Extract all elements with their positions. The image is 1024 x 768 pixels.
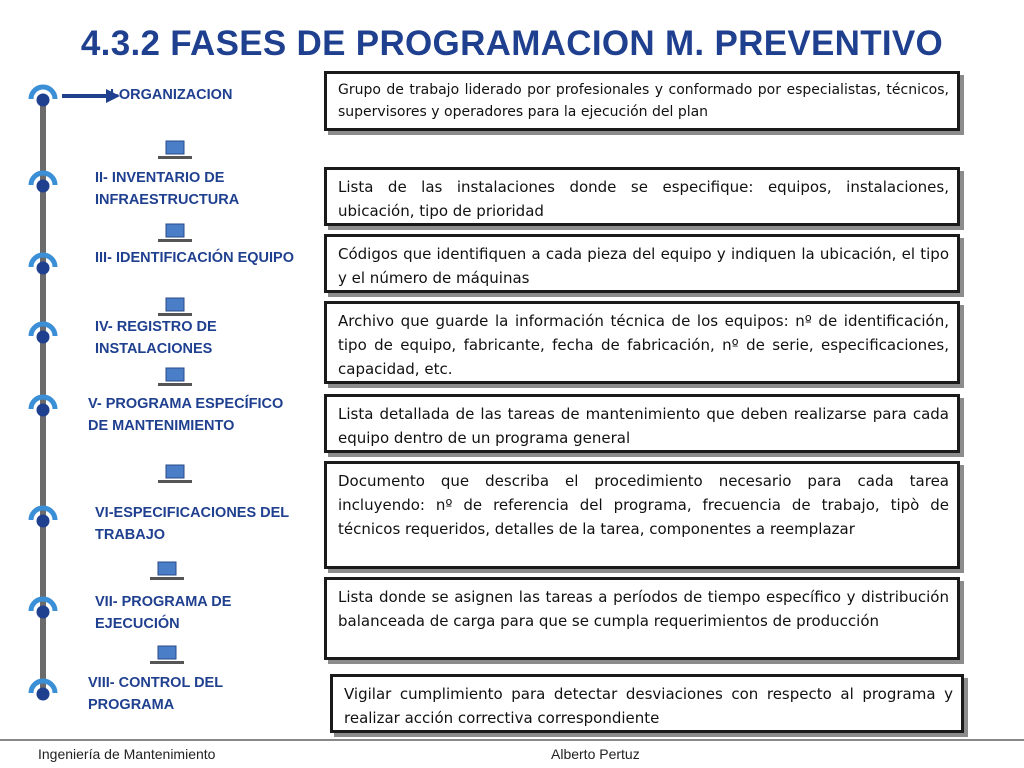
phase-label: V- PROGRAMA ESPECÍFICO DE MANTENIMIENTO <box>88 396 284 434</box>
timeline-node-icon <box>28 82 58 112</box>
page-title: 4.3.2 FASES DE PROGRAMACION M. PREVENTIVO <box>80 24 944 63</box>
timeline-node-icon <box>28 594 58 624</box>
down-arrow-icon <box>158 139 192 159</box>
phase-description: Vigilar cumplimiento para detectar desviaciones con respecto al programa y realizar acción correctiva correspondiente <box>330 674 964 733</box>
phase-description: Lista donde se asignen las tareas a períodos de tiempo específico y distribución balanceada de carga para que se cumpla requerimientos de producción <box>324 577 960 660</box>
timeline-node-icon <box>28 392 58 422</box>
footer-author: Alberto Pertuz <box>551 746 640 762</box>
phase-label: IV- REGISTRO DE INSTALACIONES <box>95 319 217 357</box>
phase-description: Grupo de trabajo liderado por profesionales y conformado por especialistas, técnicos, supervisores y operadores para la ejecución del plan <box>324 71 960 131</box>
phase-label: VII- PROGRAMA DE EJECUCIÓN <box>95 594 232 632</box>
down-arrow-icon <box>150 560 184 580</box>
phase-label: VIII- CONTROL DEL PROGRAMA <box>88 675 223 713</box>
phase-label: III- IDENTIFICACIÓN EQUIPO <box>95 250 294 266</box>
timeline-node-icon <box>28 250 58 280</box>
phase-label: VI-ESPECIFICACIONES DEL TRABAJO <box>95 505 289 543</box>
phase-label: I-ORGANIZACION <box>110 87 233 103</box>
phase-description: Documento que describa el procedimiento necesario para cada tarea incluyendo: nº de referencia del programa, frecuencia de trabajo, tipò de técnicos requeridos, detalles de la tarea, componentes a reemplazar <box>324 461 960 569</box>
timeline-node-icon <box>28 676 58 706</box>
phase-description: Lista detallada de las tareas de mantenimiento que deben realizarse para cada equipo dentro de un programa general <box>324 394 960 453</box>
footer-course: Ingeniería de Mantenimiento <box>38 746 216 762</box>
phase-label: II- INVENTARIO DE INFRAESTRUCTURA <box>95 170 240 208</box>
timeline-node-icon <box>28 319 58 349</box>
phase-description: Lista de las instalaciones donde se especifique: equipos, instalaciones, ubicación, tipo de prioridad <box>324 167 960 226</box>
down-arrow-icon <box>158 296 192 316</box>
down-arrow-icon <box>158 463 192 483</box>
timeline-node-icon <box>28 168 58 198</box>
timeline-node-icon <box>28 503 58 533</box>
down-arrow-icon <box>150 644 184 664</box>
phase-description: Códigos que identifiquen a cada pieza del equipo y indiquen la ubicación, el tipo y el número de máquinas <box>324 234 960 293</box>
phase-description: Archivo que guarde la información técnica de los equipos: nº de identificación, tipo de equipo, fabricante, fecha de fabricación, nº de serie, especificaciones, capacidad, etc. <box>324 301 960 384</box>
footer-divider <box>0 739 1024 741</box>
down-arrow-icon <box>158 366 192 386</box>
down-arrow-icon <box>158 222 192 242</box>
